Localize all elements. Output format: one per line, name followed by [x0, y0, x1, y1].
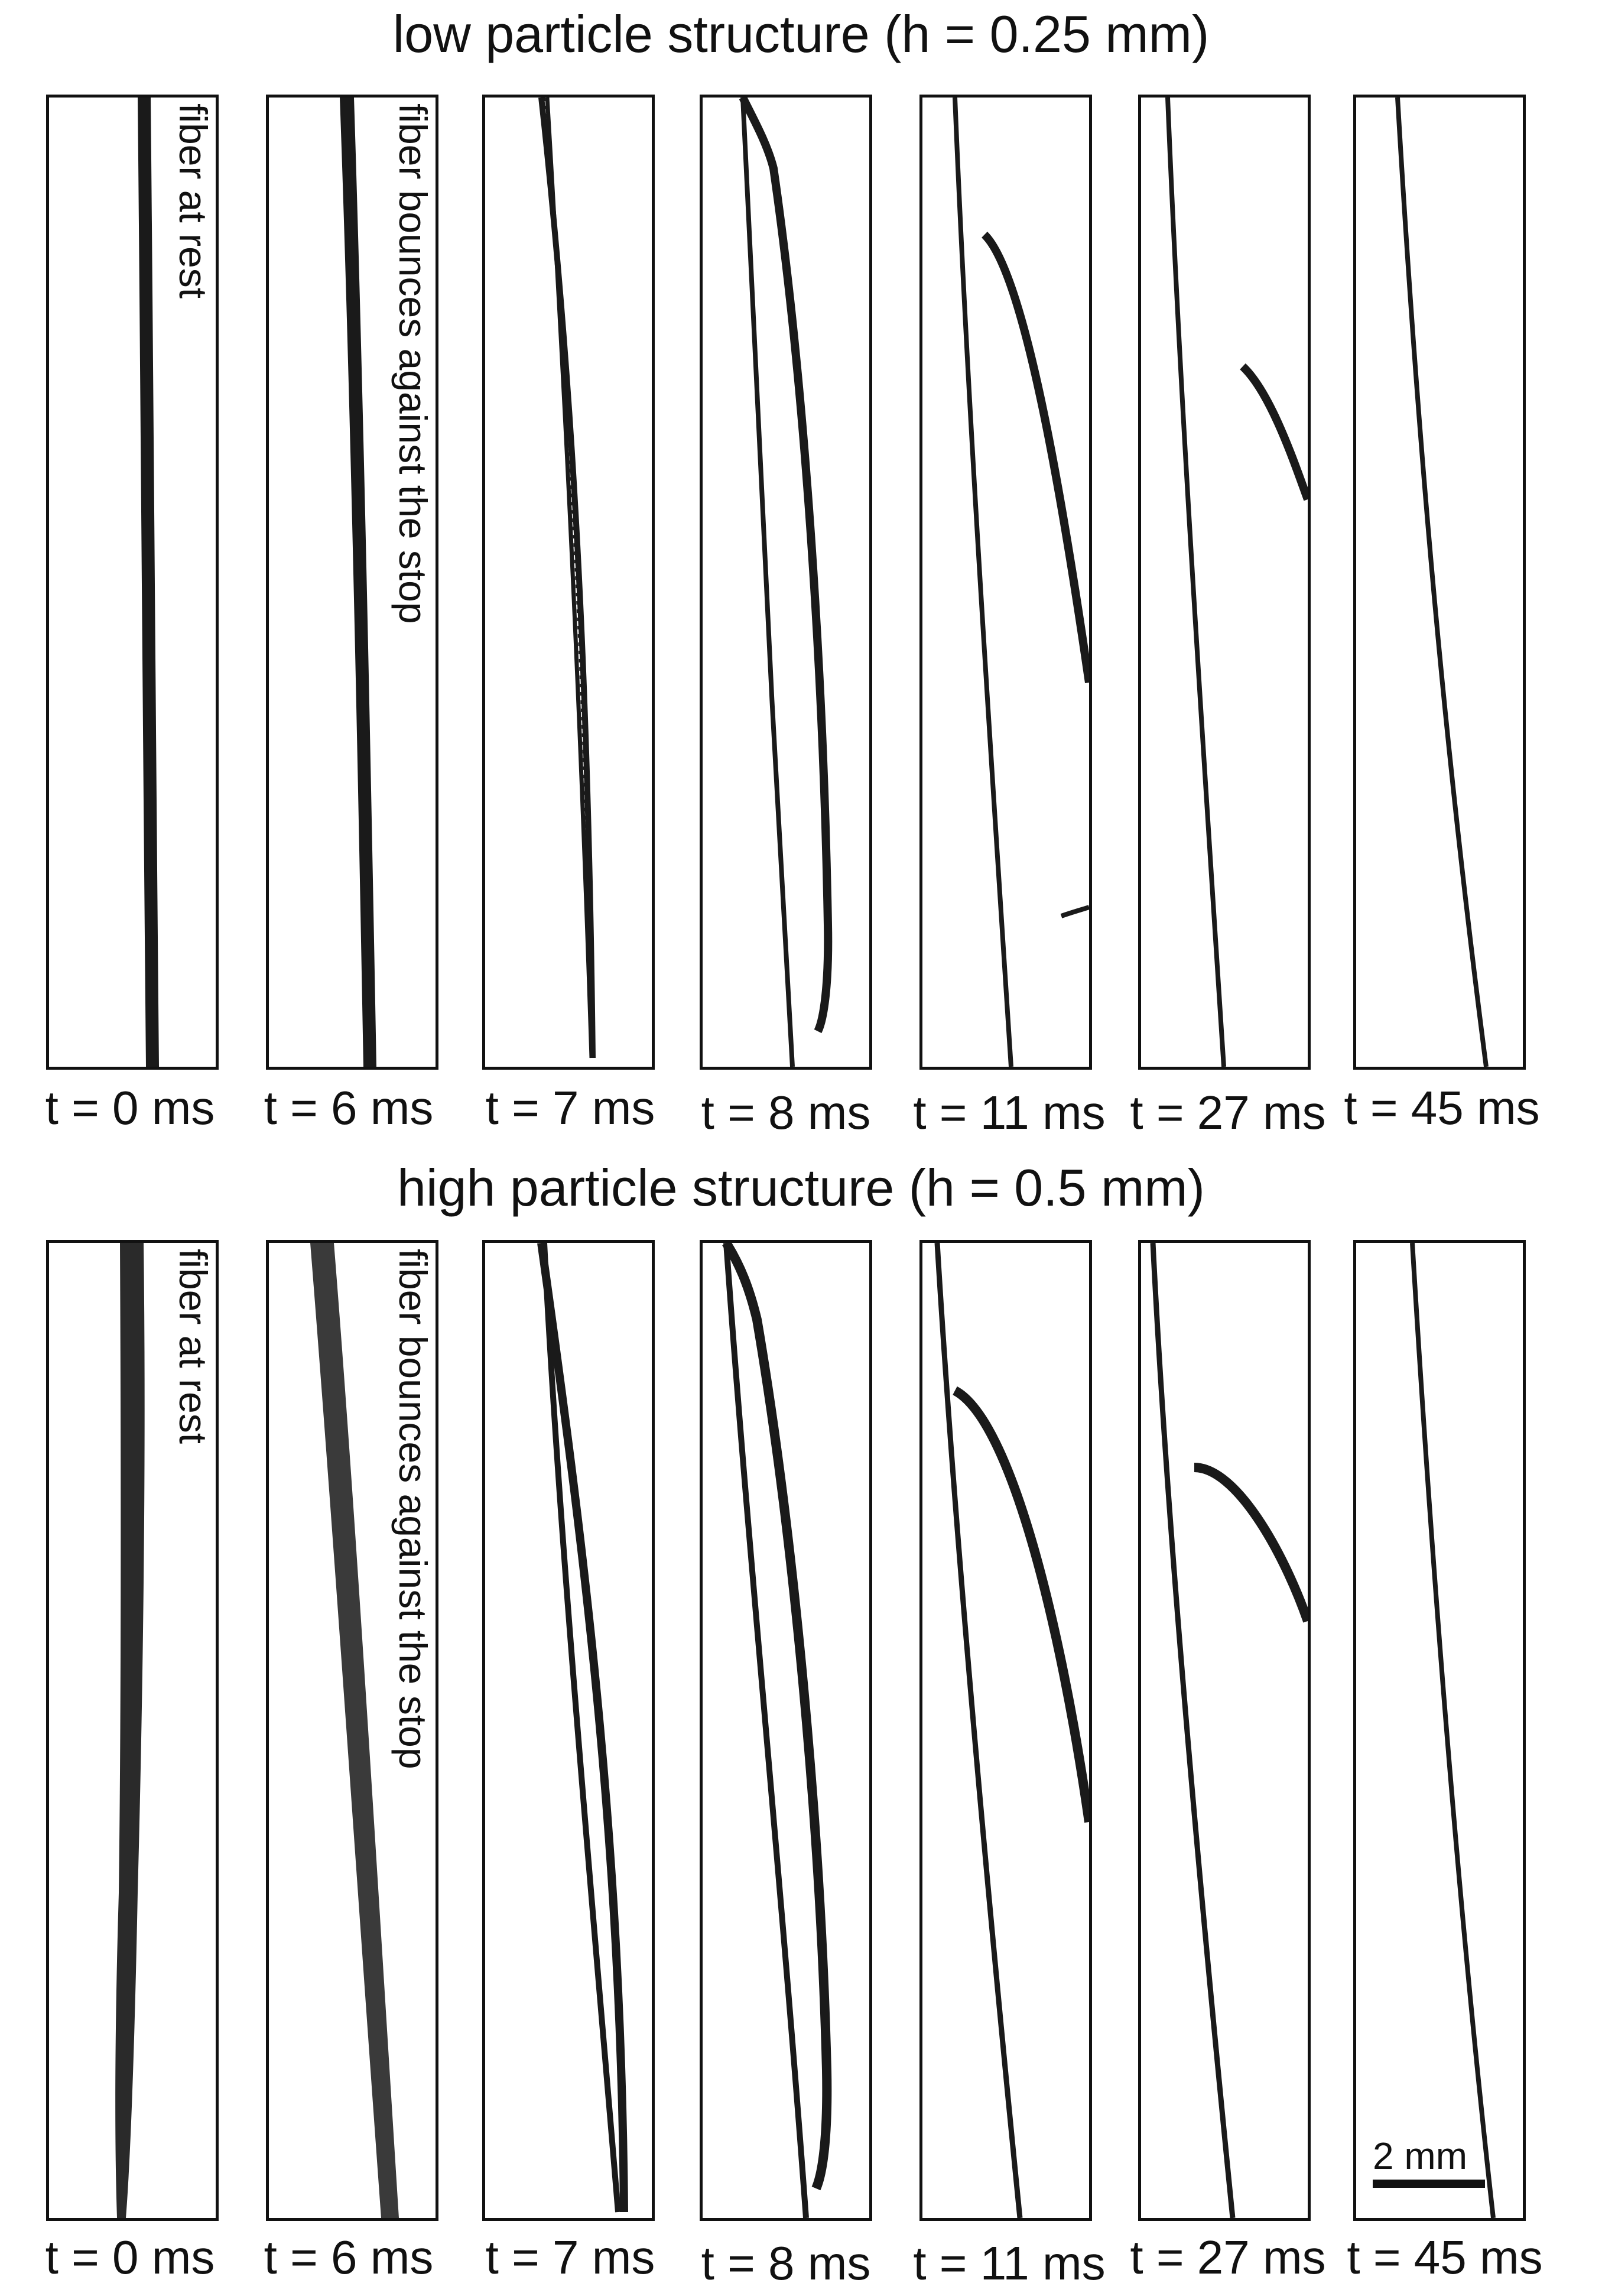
frame-bottom-7 — [1353, 1240, 1526, 2221]
time-label-top-2: t = 6 ms — [264, 1082, 434, 1134]
frame-bottom-6 — [1138, 1240, 1311, 2221]
frame-top-7 — [1353, 95, 1526, 1070]
fiber-image — [485, 1243, 652, 2218]
fiber-image — [922, 98, 1089, 1067]
fiber-image — [1141, 98, 1308, 1067]
fiber-image — [922, 1243, 1089, 2218]
frame-top-5 — [919, 95, 1092, 1070]
time-label-top-4: t = 8 ms — [701, 1086, 871, 1139]
frame-annotation: fiber at rest — [171, 1249, 215, 1444]
time-label-bottom-7: t = 45 ms — [1347, 2231, 1543, 2284]
time-label-top-7: t = 45 ms — [1344, 1082, 1540, 1134]
time-label-top-5: t = 11 ms — [913, 1086, 1106, 1139]
time-label-top-3: t = 7 ms — [485, 1082, 655, 1134]
scale-bar — [1373, 2180, 1485, 2188]
frame-annotation: fiber bounces against the stop — [391, 1249, 435, 1769]
frame-top-2 — [266, 95, 438, 1070]
frame-top-3 — [482, 95, 655, 1070]
time-label-bottom-2: t = 6 ms — [264, 2231, 434, 2284]
time-label-top-6: t = 27 ms — [1130, 1086, 1326, 1139]
frame-top-1 — [46, 95, 219, 1070]
frame-bottom-1 — [46, 1240, 219, 2221]
row-top-title: low particle structure (h = 0.25 mm) — [392, 5, 1210, 63]
frame-annotation: fiber bounces against the stop — [391, 103, 435, 624]
scale-bar-label: 2 mm — [1373, 2135, 1467, 2177]
time-label-bottom-4: t = 8 ms — [701, 2237, 871, 2289]
frame-top-6 — [1138, 95, 1311, 1070]
time-label-top-1: t = 0 ms — [45, 1082, 215, 1134]
time-label-bottom-1: t = 0 ms — [45, 2231, 215, 2284]
frame-annotation: fiber at rest — [171, 103, 215, 299]
frame-bottom-4 — [700, 1240, 872, 2221]
frame-bottom-5 — [919, 1240, 1092, 2221]
fiber-image — [703, 1243, 869, 2218]
fiber-image — [1141, 1243, 1308, 2218]
row-bottom-title: high particle structure (h = 0.5 mm) — [397, 1158, 1205, 1217]
frame-bottom-2 — [266, 1240, 438, 2221]
frame-top-4 — [700, 95, 872, 1070]
fiber-image — [703, 98, 869, 1067]
time-label-bottom-5: t = 11 ms — [913, 2237, 1106, 2289]
fiber-image — [1356, 1243, 1523, 2218]
fiber-image — [1356, 98, 1523, 1067]
fiber-image — [485, 98, 652, 1067]
frame-bottom-3 — [482, 1240, 655, 2221]
time-label-bottom-6: t = 27 ms — [1130, 2231, 1326, 2284]
time-label-bottom-3: t = 7 ms — [485, 2231, 655, 2284]
